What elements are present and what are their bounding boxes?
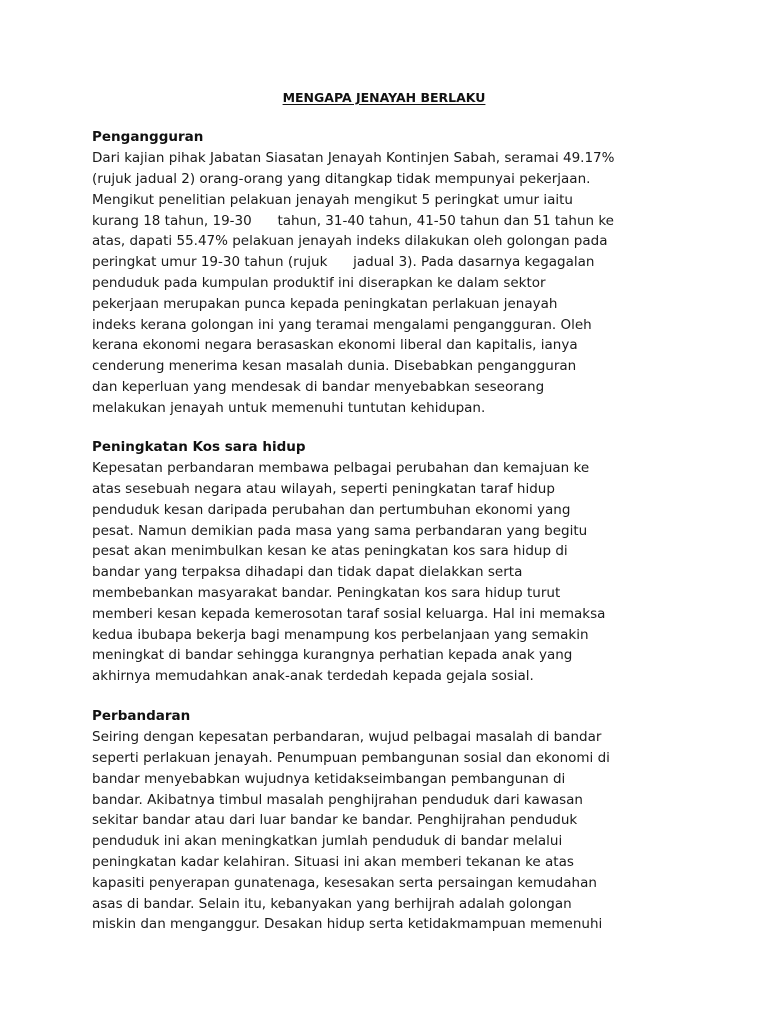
text-line: Mengikut penelitian pelakuan jenayah mengikut 5 peringkat umur iaitu bbox=[92, 191, 573, 208]
section-body bbox=[92, 458, 684, 687]
text-line: (rujuk jadual 2) orang-orang yang ditangkap tidak mempunyai pekerjaan. bbox=[92, 171, 591, 188]
text-line: kurang 18 tahun, 19-30 tahun, 31-40 tahun, 41-50 tahun dan 51 tahun ke bbox=[92, 212, 614, 229]
section-body bbox=[92, 727, 684, 935]
text-line: pesat. Namun demikian pada masa yang sama perbandaran yang begitu bbox=[92, 522, 588, 539]
text-line: bandar. Akibatnya timbul masalah penghijrahan penduduk dari kawasan bbox=[92, 791, 583, 808]
text-line: penduduk kesan daripada perubahan dan pertumbuhan ekonomi yang bbox=[92, 501, 571, 518]
text-line: cenderung menerima kesan masalah dunia. Disebabkan pengangguran bbox=[92, 358, 577, 375]
text-line: atas sesebuah negara atau wilayah, seperti peningkatan taraf hidup bbox=[92, 481, 555, 498]
text-line: Dari kajian pihak Jabatan Siasatan Jenayah Kontinjen Sabah, seramai 49.17% bbox=[92, 150, 615, 167]
text-line: kerana ekonomi negara berasaskan ekonomi liberal dan kapitalis, ianya bbox=[92, 337, 578, 354]
text-line: pesat akan menimbulkan kesan ke atas peningkatan kos sara hidup di bbox=[92, 543, 568, 560]
section-body bbox=[92, 148, 684, 418]
text-line: dan keperluan yang mendesak di bandar menyebabkan seseorang bbox=[92, 379, 545, 396]
text-line: bandar yang terpaksa dihadapi dan tidak dapat dielakkan serta bbox=[92, 564, 523, 581]
text-line: kedua ibubapa bekerja bagi menampung kos perbelanjaan yang semakin bbox=[92, 626, 589, 643]
text-line: meningkat di bandar sehingga kurangnya perhatian kepada anak yang bbox=[92, 647, 573, 664]
text-line: peningkatan kadar kelahiran. Situasi ini akan memberi tekanan ke atas bbox=[92, 854, 574, 871]
document-title: MENGAPA JENAYAH BERLAKU bbox=[282, 90, 486, 105]
text-line: atas, dapati 55.47% pelakuan jenayah indeks dilakukan oleh golongan pada bbox=[92, 233, 608, 250]
text-line: asas di bandar. Selain itu, kebanyakan yang berhijrah adalah golongan bbox=[92, 895, 572, 912]
text-line: Kepesatan perbandaran membawa pelbagai perubahan dan kemajuan ke bbox=[92, 460, 590, 477]
section-heading: Peningkatan Kos sara hidup bbox=[92, 439, 306, 455]
text-line: bandar menyebabkan wujudnya ketidakseimbangan pembangunan di bbox=[92, 770, 566, 787]
text-line: penduduk ini akan meningkatkan jumlah penduduk di bandar melalui bbox=[92, 833, 563, 850]
text-line: peringkat umur 19-30 tahun (rujuk jadual 3). Pada dasarnya kegagalan bbox=[92, 254, 595, 271]
text-line: miskin dan menganggur. Desakan hidup serta ketidakmampuan memenuhi bbox=[92, 916, 603, 933]
text-line: kapasiti penyerapan gunatenaga, kesesakan serta persaingan kemudahan bbox=[92, 874, 597, 891]
text-line: akhirnya memudahkan anak-anak terdedah kepada gejala sosial. bbox=[92, 668, 534, 685]
section-perbandaran bbox=[92, 706, 684, 935]
section-heading: Perbandaran bbox=[92, 708, 191, 724]
text-line: sekitar bandar atau dari luar bandar ke bandar. Penghijrahan penduduk bbox=[92, 812, 578, 829]
text-line: melakukan jenayah untuk memenuhi tuntutan kehidupan. bbox=[92, 399, 486, 416]
section-peningkatan-kos-sara-hidup bbox=[92, 437, 684, 687]
text-line: memberi kesan kepada kemerosotan taraf sosial keluarga. Hal ini memaksa bbox=[92, 605, 606, 622]
section-pengangguran bbox=[92, 127, 684, 419]
text-line: indeks kerana golongan ini yang teramai mengalami pengangguran. Oleh bbox=[92, 316, 592, 333]
section-heading: Pengangguran bbox=[92, 129, 204, 145]
text-line: penduduk pada kumpulan produktif ini diserapkan ke dalam sektor bbox=[92, 275, 546, 292]
text-line: Seiring dengan kepesatan perbandaran, wujud pelbagai masalah di bandar bbox=[92, 729, 602, 746]
text-line: seperti perlakuan jenayah. Penumpuan pembangunan sosial dan ekonomi di bbox=[92, 750, 610, 767]
text-line: membebankan masyarakat bandar. Peningkatan kos sara hidup turut bbox=[92, 585, 561, 602]
text-line: pekerjaan merupakan punca kepada peningkatan perlakuan jenayah bbox=[92, 295, 558, 312]
